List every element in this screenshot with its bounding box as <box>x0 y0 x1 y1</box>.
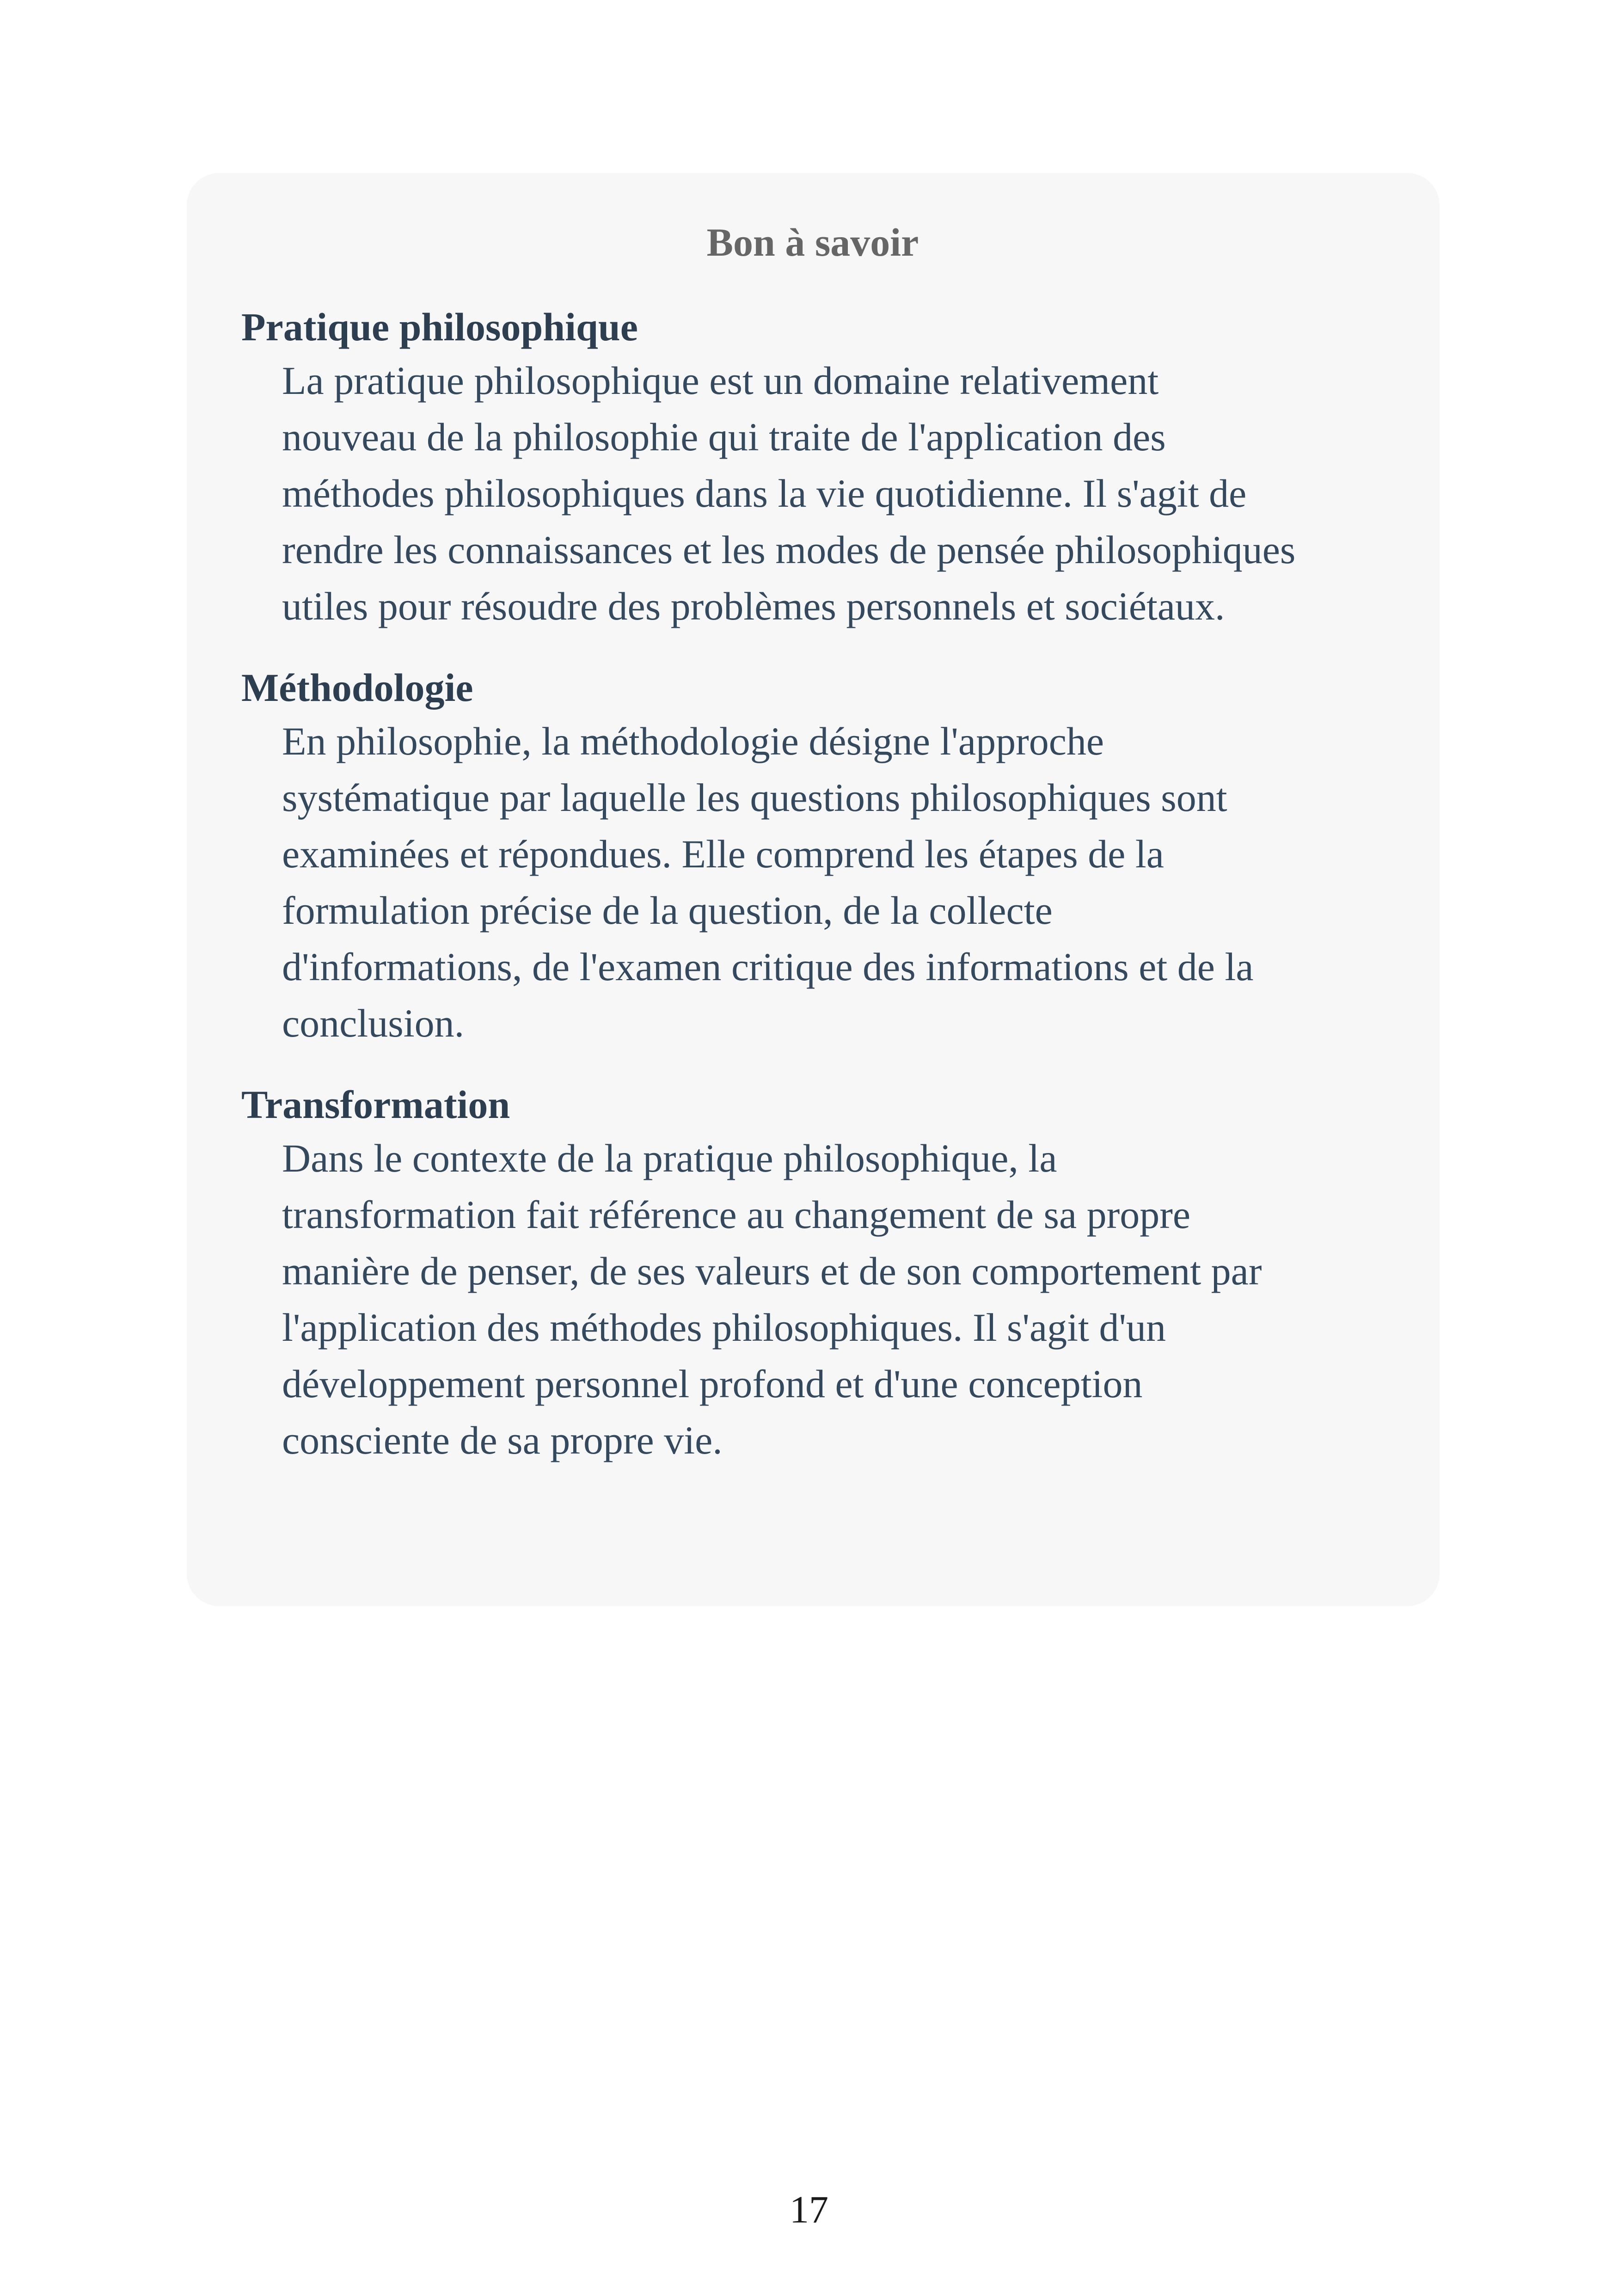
glossary-definition <box>282 1130 1384 1468</box>
glossary-term: Transformation <box>241 1082 510 1127</box>
definition-line: rendre les connaissances et les modes de pensée philosophiques <box>282 528 1296 572</box>
definition-line: transformation fait référence au changement de sa propre <box>282 1192 1191 1237</box>
definition-line: développement personnel profond et d'une conception <box>282 1362 1143 1406</box>
definition-line: conclusion. <box>282 1001 465 1045</box>
info-box-title: Bon à savoir <box>706 220 919 264</box>
definition-line: d'informations, de l'examen critique des informations et de la <box>282 945 1254 989</box>
info-box <box>187 173 1440 1606</box>
definition-line: examinées et répondues. Elle comprend les étapes de la <box>282 832 1164 876</box>
definition-line: En philosophie, la méthodologie désigne l'approche <box>282 719 1104 763</box>
glossary-definition <box>282 352 1384 634</box>
definition-line: systématique par laquelle les questions philosophiques sont <box>282 775 1227 820</box>
definition-line: méthodes philosophiques dans la vie quotidienne. Il s'agit de <box>282 471 1247 516</box>
glossary-term: Pratique philosophique <box>241 305 638 349</box>
page-number: 17 <box>790 2188 828 2231</box>
definition-line: Dans le contexte de la pratique philosophique, la <box>282 1136 1057 1180</box>
glossary-entry-pratique-philosophique <box>241 301 1384 634</box>
definition-line: utiles pour résoudre des problèmes personnels et sociétaux. <box>282 584 1225 628</box>
definition-line: nouveau de la philosophie qui traite de l'application des <box>282 415 1166 459</box>
glossary-definition <box>282 713 1384 1051</box>
glossary-term: Méthodologie <box>241 665 473 710</box>
glossary-entry-methodologie <box>241 662 1384 1051</box>
definition-line: l'application des méthodes philosophiques. Il s'agit d'un <box>282 1305 1166 1350</box>
definition-line: La pratique philosophique est un domaine relativement <box>282 358 1159 403</box>
definition-line: formulation précise de la question, de la collecte <box>282 888 1053 933</box>
glossary-entry-transformation <box>241 1079 1384 1468</box>
definition-line: manière de penser, de ses valeurs et de son comportement par <box>282 1249 1262 1293</box>
definition-line: consciente de sa propre vie. <box>282 1418 723 1462</box>
